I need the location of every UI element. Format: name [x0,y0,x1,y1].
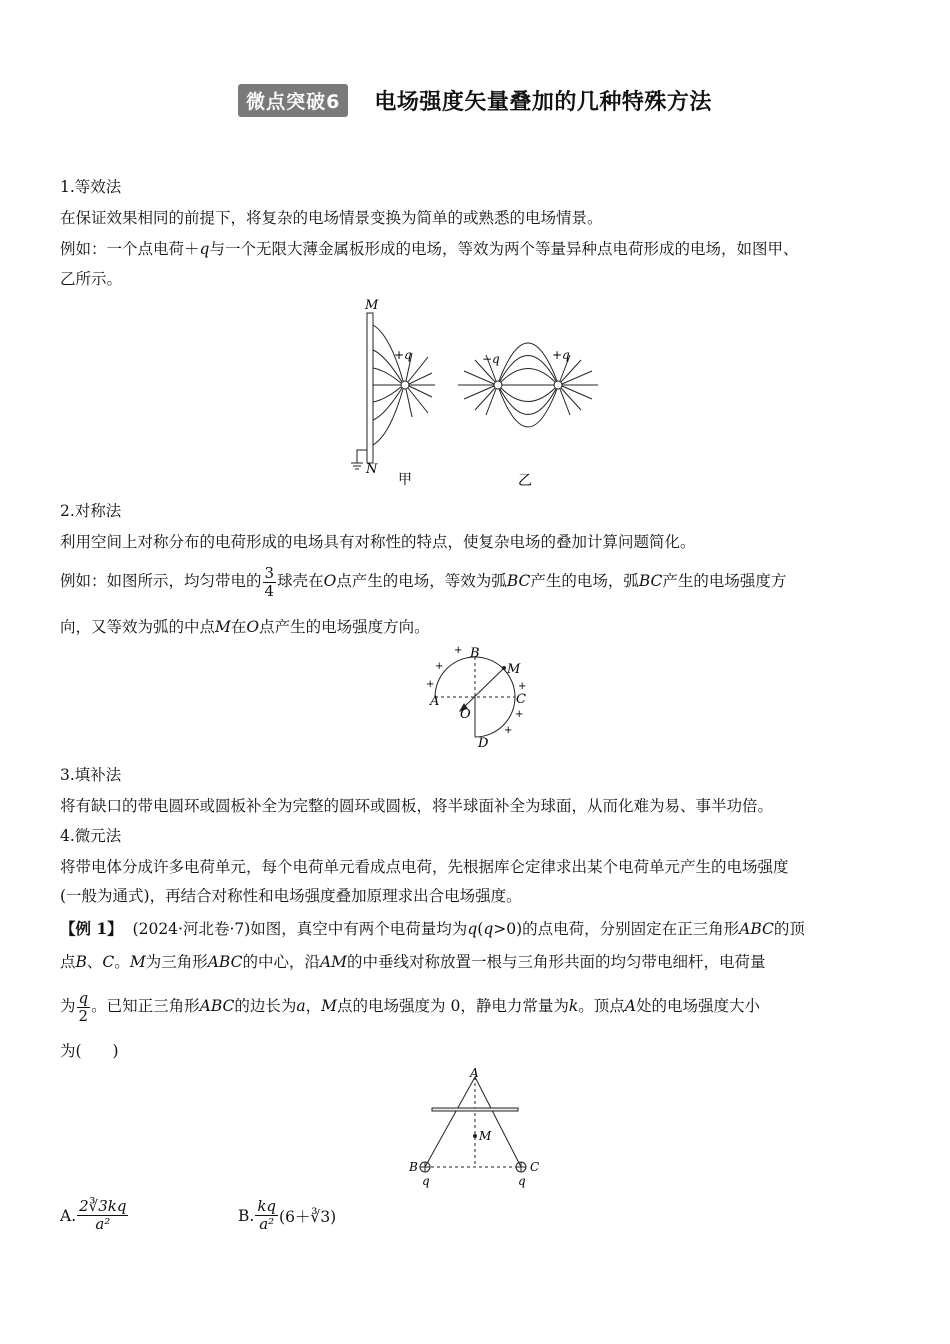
label-A: A [470,1066,479,1080]
ex-M-2: M [321,997,338,1015]
s1-example [60,238,900,260]
fraction-q-2 [77,990,91,1025]
point-M [473,1134,477,1138]
choice-B-tail: (6＋∛3) [279,1207,337,1226]
ex-tail1: 的顶 [773,920,805,938]
ex-gt: >0)的点电荷，分别固定在正三角形 [493,920,740,938]
s2-ex-e: 产生的电场强度方 [662,572,787,590]
choice-A-den: a² [95,1215,111,1233]
caption-yi: 乙 [518,473,532,489]
s2-heading: 2.对称法 [60,502,122,520]
frac-q: q [78,988,89,1007]
s2-ex-f: 向，又等效为弧的中点 [60,618,216,636]
ex-l3d: ， [305,997,322,1015]
s4-desc-2: (一般为通式)，再结合对称性和电场强度叠加原理求出合电场强度。 [60,887,522,905]
s2-desc: 利用空间上对称分布的电荷形成的电场具有对称性的特点，使复杂电场的叠加计算问题简化。 [60,533,696,551]
ex-q: q [467,920,478,938]
fraction-3-4 [263,565,277,600]
ex-paren: ( [477,920,484,938]
s1-heading: 1.等效法 [60,178,122,196]
caption-jia: 甲 [398,472,412,488]
ex-l2d: 的中心，沿 [242,953,320,971]
s2-example [60,563,900,600]
ex-src: (2024·河北卷·7)如图，真空中有两个电荷量均为 [132,920,468,938]
ex-ABC-3: ABC [199,997,235,1015]
frac-den: 4 [264,581,275,600]
charge-minus-yi [494,381,502,389]
ex-B: B [75,953,87,971]
ex-AM: AM [319,953,348,971]
label-plus-q-jia: +q [394,348,412,362]
plus-sign: + [454,645,463,656]
s2-M: M [215,618,231,636]
ex-C: C [102,953,115,971]
plus-sign: + [426,679,435,690]
label-A: A [430,694,440,709]
s3-heading: 3.填补法 [60,766,122,784]
s2-ex-d: 产生的电场，弧 [530,572,639,590]
charged-rod [432,1108,518,1111]
ex-A: A [624,997,636,1015]
charge-plus-yi [554,381,562,389]
label-q-C: q [518,1174,526,1188]
s1-ex-a: 例如：一个点电荷＋ [60,240,200,258]
figure-jia-yi [340,295,610,490]
ex-l3g: 处的电场强度大小 [635,997,760,1015]
s2-O: O [323,572,337,590]
example-label: 【例 1】 [60,919,123,938]
s2-BC: BC [506,572,531,590]
choice-A-fraction [77,1198,128,1233]
s2-ex-c: 点产生的电场，等效为弧 [336,572,507,590]
label-M: M [507,662,521,677]
s1-desc: 在保证效果相同的前提下，将复杂的电场情景变换为简单的或熟悉的电场情景。 [60,209,603,227]
plus-sign: + [435,661,444,672]
ex-l3e: 点的电场强度为 0，静电力常量为 [337,997,569,1015]
label-C: C [530,1160,540,1174]
example-line-3 [60,988,900,1025]
title-row [0,84,950,117]
label-D: D [478,736,489,751]
s1-ex-b: 与一个无限大薄金属板形成的电场，等效为两个等量异种点电荷形成的电场，如图甲、 [209,240,799,258]
ex-l3a: 为 [60,997,76,1015]
ex-ABC-2: ABC [207,953,243,971]
choice-A[interactable] [60,1198,129,1233]
choice-A-label: A. [60,1206,77,1225]
example-line-4: 为( ) [60,1042,119,1060]
label-N: N [366,462,378,477]
s3-desc: 将有缺口的带电圆环或圆板补全为完整的圆环或圆板，将半球面补全为球面，从而化难为易、事半功倍。 [60,797,774,815]
s2-example-cont [60,616,900,638]
ex-l2c: 为三角形 [145,953,208,971]
ex-l3b: 。已知正三角形 [91,997,200,1015]
ex-l2e: 的中垂线对称放置一根与三角形共面的均匀带电细杆，电荷量 [347,953,766,971]
s2-ex-b: 球壳在 [277,572,324,590]
ex-a: a [296,997,306,1015]
s2-ex-a: 例如：如图所示，均匀带电的 [60,572,262,590]
charge-plus-jia [401,381,409,389]
plus-sign: + [518,681,527,692]
ex-sep: 、 [86,953,103,971]
s2-ex-g: 在 [230,618,247,636]
figure-triangle [400,1065,550,1190]
label-B: B [470,646,480,661]
ex-l2a: 点 [60,953,76,971]
label-O: O [460,707,471,722]
choice-B-den: a² [259,1215,275,1233]
plus-sign: + [504,725,513,736]
page-title: 电场强度矢量叠加的几种特殊方法 [374,90,712,115]
label-C: C [516,692,526,707]
s1-example-cont: 乙所示。 [60,270,123,288]
example-line-1 [60,918,900,940]
s2-ex-h: 点产生的电场强度方向。 [259,618,430,636]
label-B: B [409,1160,418,1174]
plus-sign: + [515,709,524,720]
label-minus-q: −q [482,352,500,366]
choice-B[interactable] [238,1198,336,1233]
frac-2: 2 [78,1006,89,1025]
choice-B-num: kq [257,1197,277,1215]
ex-l3c: 的边长为 [234,997,297,1015]
s2-O-2: O [246,618,260,636]
figure-sphere [420,645,540,753]
side-AB [425,1077,475,1167]
example-line-2 [60,951,900,973]
choice-B-label: B. [238,1206,255,1225]
frac-num: 3 [264,563,275,582]
ex-l2b: 。 [114,953,130,971]
ex-ABC: ABC [739,920,774,938]
ex-l3f: 。顶点 [578,997,625,1015]
side-AC [475,1077,521,1167]
label-M: M [479,1129,492,1143]
metal-plate [367,313,373,463]
choice-A-num: 2∛3kq [79,1197,127,1215]
ex-k: k [568,997,579,1015]
choice-B-fraction [255,1198,278,1233]
label-q-B: q [422,1174,430,1188]
s4-heading: 4.微元法 [60,827,122,845]
s1-ex-q: q [199,240,210,258]
label-M: M [365,298,379,313]
label-plus-q-yi: +q [552,348,570,362]
s2-BC-2: BC [638,572,663,590]
s4-desc-1: 将带电体分成许多电荷单元，每个电荷单元看成点电荷，先根据库仑定律求出某个电荷单元产生的电场强度 [60,858,789,876]
ex-q2: q [483,920,494,938]
section-badge: 微点突破6 [238,84,348,117]
ex-M: M [129,953,146,971]
